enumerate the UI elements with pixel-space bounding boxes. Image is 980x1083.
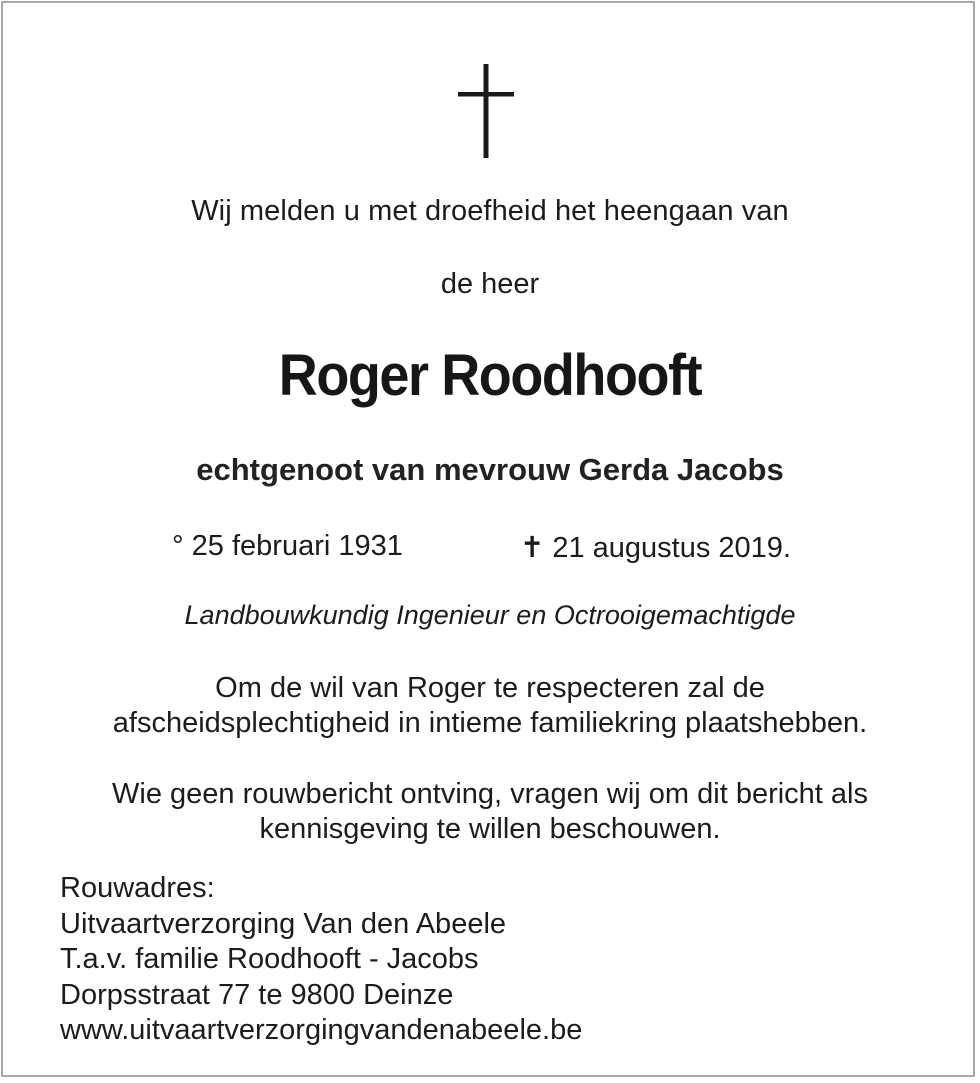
title-prefix: de heer xyxy=(440,268,540,300)
birth-date: ° 25 februari 1931 xyxy=(172,530,403,562)
address-website[interactable]: www.uitvaartverzorgingvandenabeele.be xyxy=(60,1014,583,1046)
spouse-line: echtgenoot van mevrouw Gerda Jacobs xyxy=(196,452,784,487)
profession: Landbouwkundig Ingenieur en Octrooigemachtigde xyxy=(184,600,796,630)
address-street: Dorpsstraat 77 te 9800 Deinze xyxy=(60,978,454,1011)
cross-icon xyxy=(458,64,514,158)
deceased-name: Roger Roodhooft xyxy=(278,343,702,408)
notification-paragraph xyxy=(0,777,980,847)
notification-line-2: kennisgeving te willen beschouwen. xyxy=(259,813,721,845)
intro-text: Wij melden u met droefheid het heengaan van xyxy=(191,195,789,227)
address-attention: T.a.v. familie Roodhooft - Jacobs xyxy=(60,943,479,975)
death-date: ✝ 21 augustus 2019. xyxy=(520,532,791,564)
address-label: Rouwadres: xyxy=(60,872,215,904)
ceremony-line-1: Om de wil van Roger te respecteren zal de xyxy=(215,672,765,704)
address-company: Uitvaartverzorging Van den Abeele xyxy=(60,907,507,940)
mourning-address xyxy=(60,871,582,1049)
ceremony-line-2: afscheidsplechtigheid in intieme familiekring plaatshebben. xyxy=(112,707,868,739)
ceremony-paragraph xyxy=(0,671,980,741)
notification-line-1: Wie geen rouwbericht ontving, vragen wij om dit bericht als xyxy=(112,778,868,810)
